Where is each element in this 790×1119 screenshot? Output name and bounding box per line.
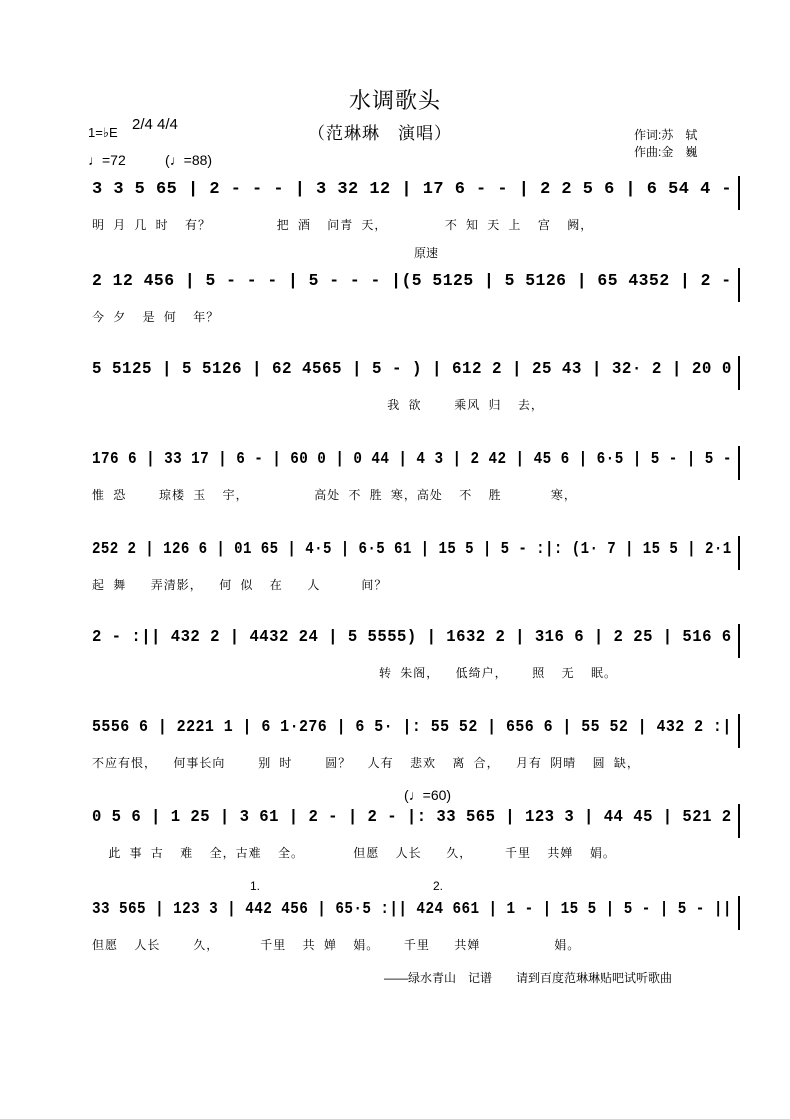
score-line-6 [90, 620, 740, 690]
tempo-late-marker: (♩=60) [404, 787, 452, 803]
score-line-1 [90, 172, 740, 242]
barline [738, 268, 740, 302]
notes-line-1: 3 3 5 65 | 2 - - - | 3 32 12 | 17 6 - - | 2 2 5 6 | 6 54 4 - [92, 180, 733, 199]
time-signature: 2/4 4/4 [132, 116, 178, 133]
barline [738, 624, 740, 658]
tempo-alt: (♩=88) [165, 152, 213, 168]
score-line-3 [90, 352, 740, 422]
tempo-resume-marker: 原速 [414, 246, 439, 260]
volta-2: 2. [433, 879, 444, 893]
score-line-9 [90, 892, 740, 962]
lyrics-line-7: 不应有恨， 何事长向 别 时 圆？ 人有 悲欢 离 合， 月有 阴晴 圆 缺， [92, 757, 640, 771]
barline [738, 536, 740, 570]
barline [738, 446, 740, 480]
barline [738, 896, 740, 930]
lyrics-line-9: 但愿 人长 久， 千里 共 婵 娟。 千里 共婵 娟。 [92, 939, 581, 953]
notes-line-8: 0 5 6 | 1 25 | 3 61 | 2 - | 2 - |: 33 565 | 123 3 | 44 45 | 521 2 [92, 808, 732, 827]
volta-1: 1. [250, 879, 261, 893]
lyrics-line-3: 我 欲 乘风 归 去， [92, 399, 544, 413]
composer: 作曲:金 巍 [634, 145, 698, 159]
notes-line-4: 176 6 | 33 17 | 6 - | 60 0 | 0 44 | 4 3 | 2 42 | 45 6 | 6·5 | 5 - | 5 - [92, 450, 732, 469]
score-line-2 [90, 264, 740, 334]
score-line-4 [90, 442, 740, 512]
notes-line-9: 33 565 | 123 3 | 442 456 | 65·5 :|| 424 661 | 1 - | 15 5 | 5 - | 5 - || [92, 900, 732, 919]
performer-subtitle: （范琳琳 演唱） [308, 124, 452, 143]
lyrics-line-1: 明 月 几 时 有？ 把 酒 问青 天， 不 知 天 上 宫 阙， [92, 219, 594, 233]
lyrics-line-6: 转 朱阁， 低绮户， 照 无 眠。 [92, 667, 618, 681]
score-line-5 [90, 532, 740, 602]
lyrics-line-5: 起 舞 弄清影， 何 似 在 人 间？ [92, 579, 388, 593]
song-title: 水调歌头 [348, 88, 441, 113]
notes-line-2: 2 12 456 | 5 - - - | 5 - - - |(5 5125 | 5 5126 | 65 4352 | 2 - [92, 272, 732, 291]
key-signature: 1=♭E [88, 125, 118, 140]
barline [738, 356, 740, 390]
notes-line-6: 2 - :|| 432 2 | 4432 24 | 5 5555) | 1632 2 | 316 6 | 2 25 | 516 6 [92, 628, 732, 647]
notes-line-5: 252 2 | 126 6 | 01 65 | 4·5 | 6·5 61 | 15 5 | 5 - :|: (1· 7 | 15 5 | 2·1 [92, 540, 732, 559]
lyrics-line-4: 惟 恐 琼楼 玉 宇， 高处 不 胜 寒，高处 不 胜 寒， [92, 489, 577, 503]
tempo-main: ♩=72 [88, 152, 126, 168]
barline [738, 804, 740, 838]
notes-line-7: 5556 6 | 2221 1 | 6 1·276 | 6 5· |: 55 52 | 656 6 | 55 52 | 432 2 :| [92, 718, 732, 737]
lyrics-line-2: 今 夕 是 何 年？ [92, 311, 220, 325]
barline [738, 714, 740, 748]
lyricist: 作词:苏 轼 [634, 128, 698, 142]
score-line-7 [90, 710, 740, 780]
credits [634, 127, 697, 161]
footer-credit: ——绿水青山 记谱 请到百度范琳琳贴吧试听歌曲 [384, 971, 673, 985]
barline [738, 176, 740, 210]
notes-line-3: 5 5125 | 5 5126 | 62 4565 | 5 - ) | 612 2 | 25 43 | 32· 2 | 20 0 [92, 360, 732, 379]
lyrics-line-8: 此 事 古 难 全，古难 全。 但愿 人长 久， 千里 共婵 娟。 [92, 847, 616, 861]
score-line-8 [90, 800, 740, 870]
